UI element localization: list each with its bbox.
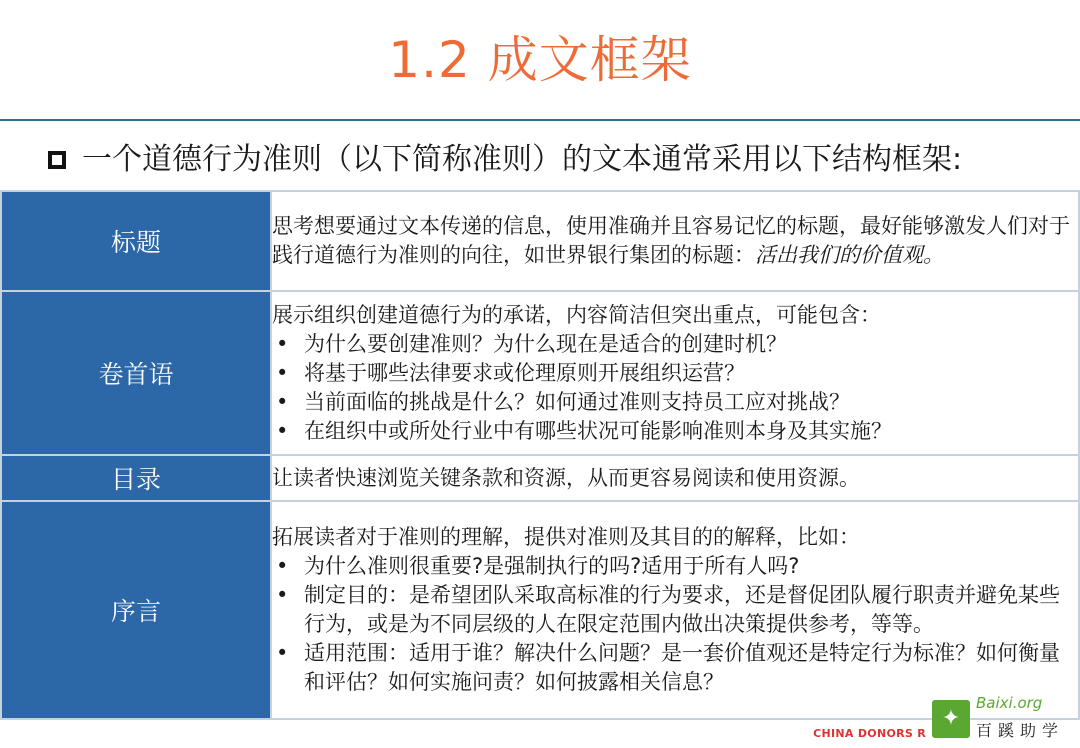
- row-label-foreword: 序言: [1, 501, 271, 719]
- row-content-title: [271, 191, 1079, 291]
- row-text: 展示组织创建道德行为的承诺，内容简洁但突出重点，可能包含：: [272, 302, 881, 327]
- checkbox-bullet-icon: [48, 151, 66, 169]
- list-item: • 为什么要创建准则？为什么现在是适合的创建时机？: [272, 330, 1078, 359]
- bullet-list: [272, 330, 1078, 446]
- row-text: 拓展读者对于准则的理解，提供对准则及其目的的解释，比如：: [272, 525, 860, 549]
- row-content-foreword: [271, 501, 1079, 719]
- row-italic-text: 活出我们的价值观。: [755, 243, 944, 267]
- list-item: • 当前面临的挑战是什么？如何通过准则支持员工应对挑战？: [272, 388, 1078, 417]
- logo-url: Baixi.org: [976, 694, 1043, 712]
- footer-branding: [813, 694, 1072, 742]
- page-title: 1.2 成文框架: [388, 31, 692, 89]
- row-label-preface-statement: 卷首语: [1, 291, 271, 455]
- title-divider: [0, 119, 1080, 121]
- row-label-title: 标题: [1, 191, 271, 291]
- table-row-contents: [1, 455, 1079, 501]
- framework-table: [0, 190, 1080, 720]
- table-row-foreword: [1, 501, 1079, 719]
- row-text: 思考想要通过文本传递的信息，使用准确并且容易记忆的标题，最好能够激发人们对于践行道德行为准则的向往，如世界银行集团的标题：: [272, 214, 1070, 267]
- baixi-logo: [932, 694, 1072, 742]
- intro-text: 一个道德行为准则（以下简称准则）的文本通常采用以下结构框架:: [82, 142, 963, 177]
- list-item: • 适用范围：适用于谁？解决什么问题？是一套价值观还是特定行为标准？如何衡量和评估？如何实施问责？如何披露相关信息？: [272, 639, 1078, 697]
- list-item: • 为什么准则很重要?是强制执行的吗?适用于所有人吗?: [272, 552, 1078, 581]
- row-content-contents: 让读者快速浏览关键条款和资源，从而更容易阅读和使用资源。: [271, 455, 1079, 501]
- table-row-title: [1, 191, 1079, 291]
- list-item: • 在组织中或所处行业中有哪些状况可能影响准则本身及其实施？: [272, 417, 1078, 446]
- list-item: • 将基于哪些法律要求或伦理原则开展组织运营？: [272, 359, 1078, 388]
- row-label-contents: 目录: [1, 455, 271, 501]
- logo-cn-name: 百蹊助学: [976, 721, 1065, 740]
- people-icon: ✦: [932, 700, 970, 738]
- footer-org-text: CHINA DONORS R: [813, 727, 926, 740]
- bullet-list: [272, 552, 1078, 697]
- table-row-preface-statement: [1, 291, 1079, 455]
- list-item: • 制定目的：是希望团队采取高标准的行为要求，还是督促团队履行职责并避免某些行为，或是为不同层级的人在限定范围内做出决策提供参考，等等。: [272, 581, 1078, 639]
- row-content-preface-statement: [271, 291, 1079, 455]
- intro-line: [48, 138, 962, 182]
